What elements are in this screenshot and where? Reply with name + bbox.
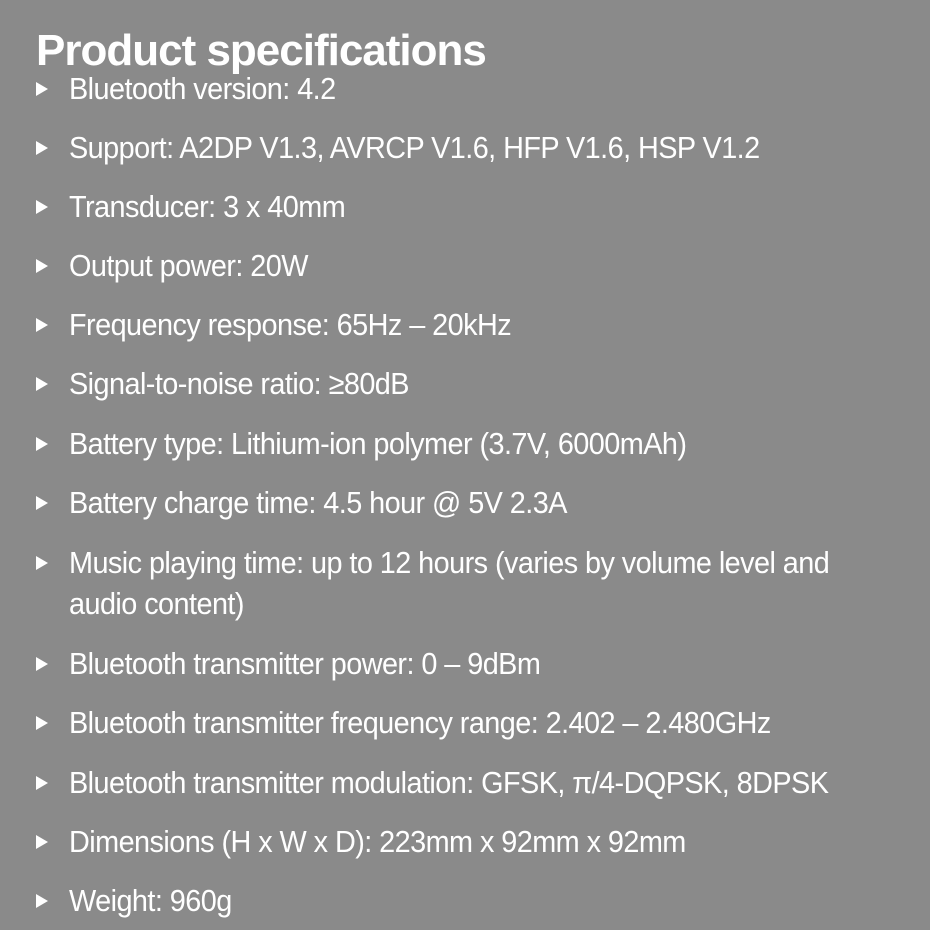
spec-text: Support: A2DP V1.3, AVRCP V1.6, HFP V1.6, HSP V1.2 <box>69 130 760 165</box>
bullet-icon <box>36 716 48 730</box>
spec-text: Signal-to-noise ratio: ≥80dB <box>69 366 409 401</box>
spec-text: Weight: 960g <box>69 883 232 918</box>
spec-text: Bluetooth transmitter modulation: GFSK, π/4-DQPSK, 8DPSK <box>69 765 829 800</box>
bullet-icon <box>36 835 48 849</box>
bullet-icon <box>36 657 48 671</box>
bullet-icon <box>36 82 48 96</box>
bullet-icon <box>36 437 48 451</box>
bullet-icon <box>36 556 48 570</box>
bullet-icon <box>36 377 48 391</box>
bullet-icon <box>36 894 48 908</box>
bullet-icon <box>36 318 48 332</box>
spec-text: Bluetooth transmitter frequency range: 2.402 – 2.480GHz <box>69 705 771 740</box>
bullet-icon <box>36 200 48 214</box>
bullet-icon <box>36 776 48 790</box>
spec-text: Dimensions (H x W x D): 223mm x 92mm x 92mm <box>69 824 686 859</box>
spec-text: Battery type: Lithium-ion polymer (3.7V, 6000mAh) <box>69 426 687 461</box>
spec-text: Battery charge time: 4.5 hour @ 5V 2.3A <box>69 485 567 520</box>
spec-text: Transducer: 3 x 40mm <box>69 189 346 224</box>
spec-text: Bluetooth version: 4.2 <box>69 71 336 106</box>
spec-text: Output power: 20W <box>69 248 308 283</box>
bullet-icon <box>36 496 48 510</box>
page-title: Product specifications <box>36 26 486 76</box>
spec-text: Bluetooth transmitter power: 0 – 9dBm <box>69 646 541 681</box>
spec-text: Music playing time: up to 12 hours (varies by volume level and audio content) <box>69 545 830 621</box>
spec-text: Frequency response: 65Hz – 20kHz <box>69 307 512 342</box>
bullet-icon <box>36 141 48 155</box>
bullet-icon <box>36 259 48 273</box>
